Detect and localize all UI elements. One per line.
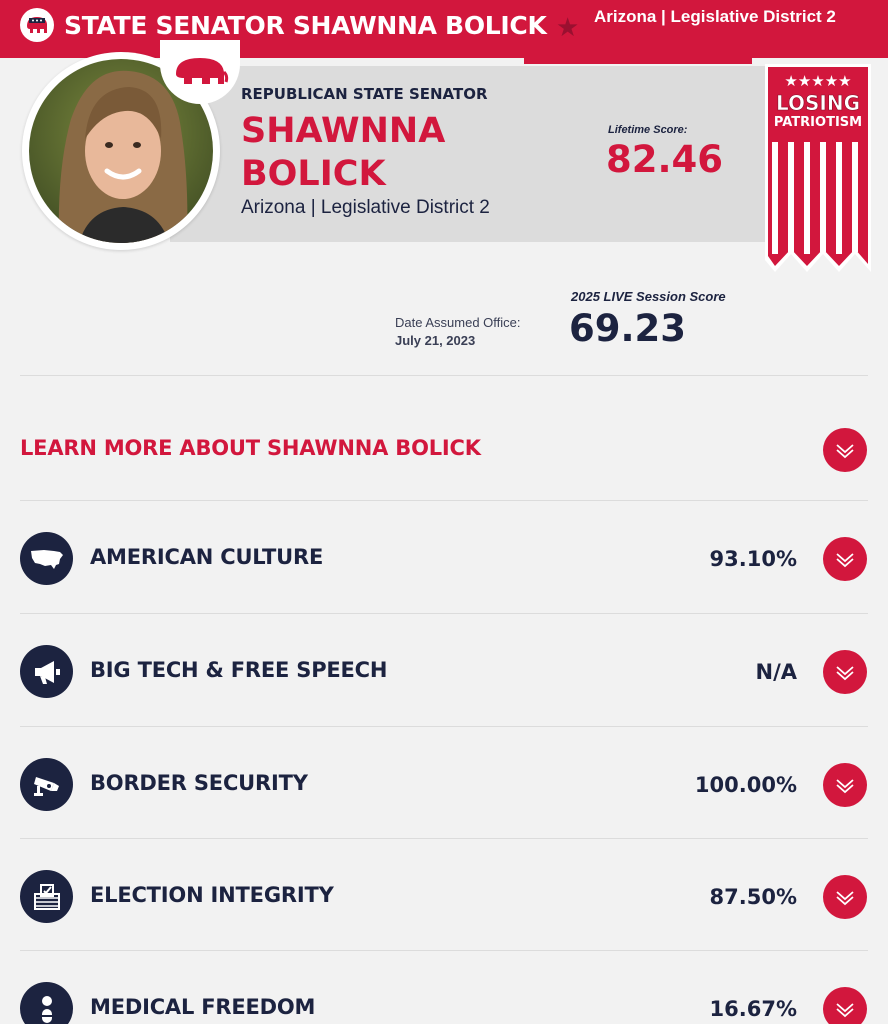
- category-label: ELECTION INTEGRITY: [90, 883, 334, 907]
- date-assumed-label: Date Assumed Office:: [395, 315, 521, 330]
- expand-button[interactable]: [823, 650, 867, 694]
- category-score: 87.50%: [709, 885, 797, 909]
- banner-notch: [524, 58, 752, 64]
- category-score: 16.67%: [709, 997, 797, 1021]
- expand-button[interactable]: [823, 875, 867, 919]
- date-assumed-value: July 21, 2023: [395, 333, 476, 348]
- megaphone-icon: [20, 645, 73, 698]
- header-location: Arizona | Legislative District 2: [594, 7, 836, 26]
- losing-patriotism-ribbon: [762, 64, 874, 274]
- expand-button[interactable]: [823, 763, 867, 807]
- ribbon-title: LOSING: [775, 91, 861, 115]
- learn-more-heading[interactable]: LEARN MORE ABOUT SHAWNNA BOLICK: [20, 436, 481, 460]
- category-label: BORDER SECURITY: [90, 771, 308, 795]
- lifetime-score-label: Lifetime Score:: [608, 124, 688, 136]
- top-banner: [0, 0, 888, 58]
- category-row-american-culture[interactable]: [0, 502, 888, 614]
- lifetime-score: 82.46: [606, 138, 724, 181]
- category-score: 100.00%: [694, 773, 797, 797]
- expand-button[interactable]: [823, 537, 867, 581]
- category-label: BIG TECH & FREE SPEECH: [90, 658, 388, 682]
- category-score: N/A: [755, 660, 797, 684]
- session-score: 69.23: [569, 307, 687, 350]
- learn-more-expand-button[interactable]: [823, 428, 867, 472]
- svg-text:★★★★★: ★★★★★: [784, 72, 852, 90]
- category-row-big-tech[interactable]: [0, 614, 888, 726]
- category-label: AMERICAN CULTURE: [90, 545, 324, 569]
- chevron-down-icon: [833, 776, 857, 794]
- security-camera-icon: [20, 758, 73, 811]
- divider: [20, 375, 868, 376]
- category-score: 93.10%: [709, 547, 797, 571]
- page-title: STATE SENATOR SHAWNNA BOLICK: [64, 11, 547, 40]
- chevron-down-icon: [833, 663, 857, 681]
- category-row-election-integrity[interactable]: [0, 839, 888, 951]
- chevron-down-icon: [833, 1000, 857, 1018]
- ballot-box-icon: [20, 870, 73, 923]
- star-icon: ★: [556, 12, 580, 42]
- usa-map-icon: [20, 532, 73, 585]
- session-score-label: 2025 LIVE Session Score: [571, 289, 726, 304]
- senator-role: REPUBLICAN STATE SENATOR: [241, 85, 488, 103]
- senator-name: SHAWNNA BOLICK: [241, 111, 446, 194]
- senator-district: Arizona | Legislative District 2: [241, 197, 490, 218]
- expand-button[interactable]: [823, 987, 867, 1024]
- category-row-medical-freedom[interactable]: [0, 951, 888, 1024]
- category-label: MEDICAL FREEDOM: [90, 995, 316, 1019]
- pills-icon: [20, 982, 73, 1024]
- category-row-border-security[interactable]: [0, 727, 888, 839]
- chevron-down-icon: [833, 550, 857, 568]
- chevron-down-icon: [833, 441, 857, 459]
- gop-elephant-icon: [20, 8, 54, 42]
- divider: [20, 500, 868, 501]
- ribbon-subtitle: PATRIOTISM: [773, 115, 863, 130]
- chevron-down-icon: [833, 888, 857, 906]
